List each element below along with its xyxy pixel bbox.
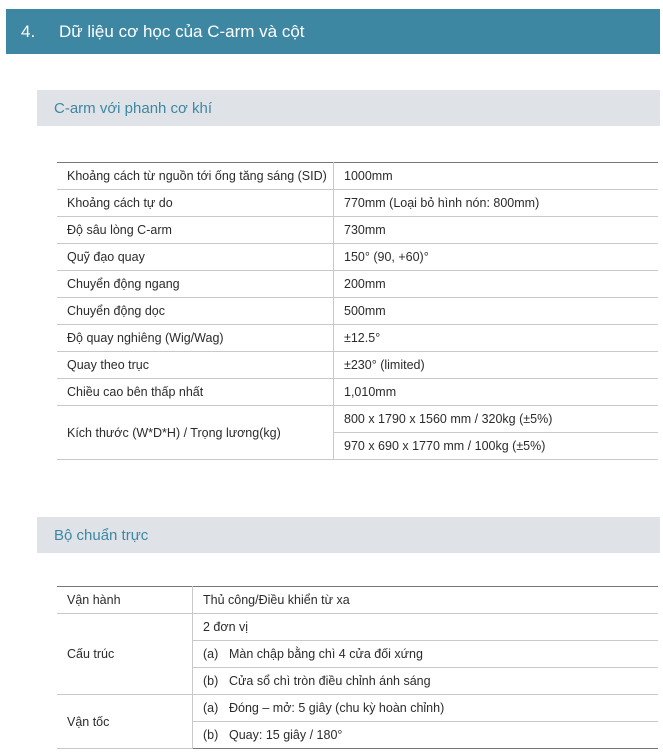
dims-value: 800 x 1790 x 1560 mm / 320kg (±5%) xyxy=(334,406,659,433)
row-value: 770mm (Loại bỏ hình nón: 800mm) xyxy=(334,190,659,217)
carm-subheader: C-arm với phanh cơ khí xyxy=(37,90,660,126)
item-marker: (b) xyxy=(203,728,219,742)
table-row xyxy=(57,271,658,298)
dims-value: 970 x 690 x 1770 mm / 100kg (±5%) xyxy=(334,433,659,460)
row-value: ±12.5° xyxy=(334,325,659,352)
table-row xyxy=(57,298,658,325)
table-row xyxy=(57,217,658,244)
row-value: 2 đơn vị xyxy=(193,614,659,641)
table-row xyxy=(57,587,658,614)
item-marker: (b) xyxy=(203,674,219,688)
item-text: Đóng – mở: 5 giây (chu kỳ hoàn chỉnh) xyxy=(229,701,445,715)
list-item xyxy=(193,722,659,749)
table-row xyxy=(57,190,658,217)
collimator-spec-table xyxy=(57,586,658,749)
section-title: Dữ liệu cơ học của C-arm và cột xyxy=(59,21,305,41)
row-label: Độ sâu lòng C-arm xyxy=(57,217,334,244)
section-number: 4. xyxy=(21,21,36,41)
row-label: Độ quay nghiêng (Wig/Wag) xyxy=(57,325,334,352)
row-value: 500mm xyxy=(334,298,659,325)
row-label: Khoảng cách tự do xyxy=(57,190,334,217)
row-label: Khoảng cách từ nguồn tới ống tăng sáng (SID) xyxy=(57,163,334,190)
table-row xyxy=(57,352,658,379)
list-item xyxy=(193,695,659,722)
dims-label: Kích thước (W*D*H) / Trọng lương(kg) xyxy=(57,406,334,460)
table-row xyxy=(57,244,658,271)
row-label: Vận tốc xyxy=(57,695,193,749)
row-label: Vận hành xyxy=(57,587,193,614)
section-header xyxy=(6,9,660,54)
collimator-subheader: Bộ chuẩn trực xyxy=(37,517,660,553)
row-value: Thủ công/Điều khiển từ xa xyxy=(193,587,659,614)
row-value: 150° (90, +60)° xyxy=(334,244,659,271)
row-label: Chuyển động dọc xyxy=(57,298,334,325)
row-value: 1000mm xyxy=(334,163,659,190)
row-value: 200mm xyxy=(334,271,659,298)
row-label: Quỹ đạo quay xyxy=(57,244,334,271)
carm-spec-table xyxy=(57,162,658,460)
item-marker: (a) xyxy=(203,701,219,715)
row-label: Quay theo trục xyxy=(57,352,334,379)
item-text: Quay: 15 giây / 180° xyxy=(229,728,343,742)
item-marker: (a) xyxy=(203,647,219,661)
list-item xyxy=(193,668,659,695)
table-row xyxy=(57,695,658,722)
item-text: Cửa sổ chì tròn điều chỉnh ánh sáng xyxy=(229,674,431,688)
row-label: Chuyển động ngang xyxy=(57,271,334,298)
table-row xyxy=(57,163,658,190)
row-label: Chiều cao bên thấp nhất xyxy=(57,379,334,406)
table-row xyxy=(57,379,658,406)
table-row xyxy=(57,614,658,641)
table-row xyxy=(57,406,658,433)
row-value: 1,010mm xyxy=(334,379,659,406)
table-row xyxy=(57,325,658,352)
item-text: Màn chập bằng chì 4 cửa đối xứng xyxy=(229,647,423,661)
row-value: ±230° (limited) xyxy=(334,352,659,379)
row-label: Cấu trúc xyxy=(57,614,193,695)
list-item xyxy=(193,641,659,668)
row-value: 730mm xyxy=(334,217,659,244)
